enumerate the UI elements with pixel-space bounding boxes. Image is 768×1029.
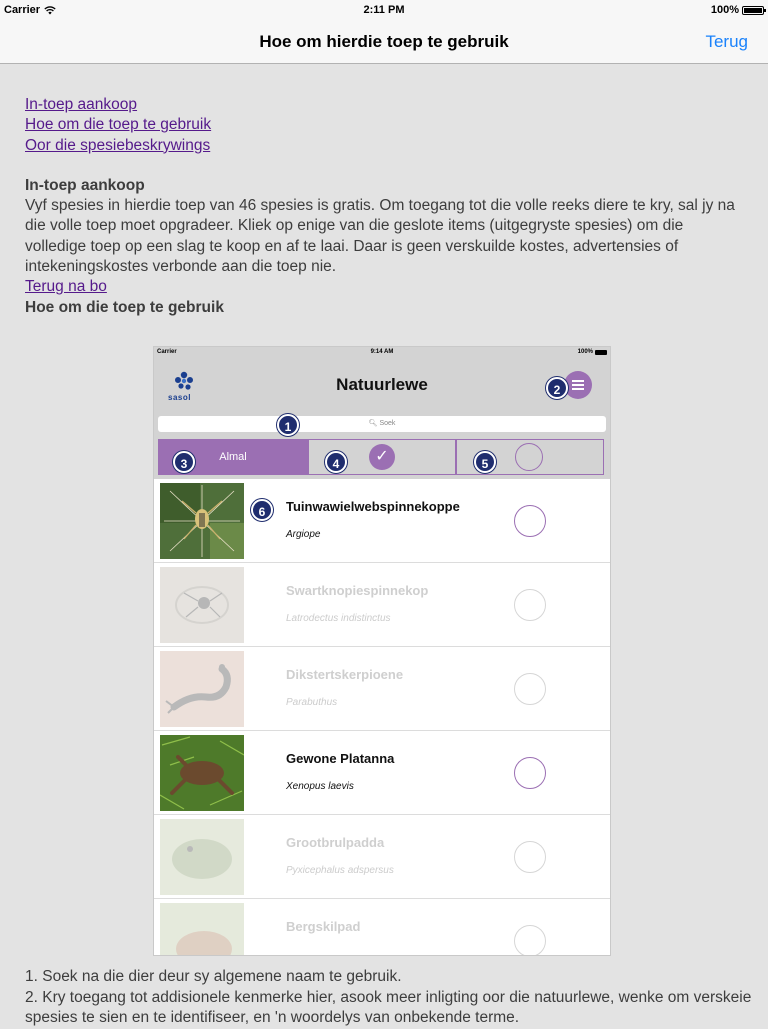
- screenshot-filter-bar: [154, 435, 610, 479]
- search-icon: 🔍︎: [368, 420, 378, 427]
- callout-badge-4: 4: [325, 451, 347, 473]
- link-in-app-purchase[interactable]: In-toep aankoop: [25, 96, 138, 113]
- sighting-circle-icon: [514, 757, 546, 789]
- screenshot-app-title: Natuurlewe: [336, 375, 428, 394]
- platanna-frog-photo: [160, 735, 244, 811]
- callout-badge-3: 3: [173, 451, 195, 473]
- tortoise-photo: [160, 903, 244, 956]
- back-to-top-link[interactable]: Terug na bo: [25, 278, 107, 296]
- species-row: [154, 815, 610, 899]
- callout-badge-1: 1: [277, 414, 299, 436]
- page-title: Hoe om hierdie toep te gebruik: [259, 32, 509, 51]
- instructions-list: [25, 967, 755, 1029]
- menu-icon: [564, 371, 592, 399]
- species-name: Tuinwawielwebspinnekoppe: [286, 499, 460, 514]
- species-row: [154, 563, 610, 647]
- bullfrog-photo: [160, 819, 244, 895]
- scorpion-photo: [160, 651, 244, 727]
- app-screenshot-illustration: [153, 346, 611, 956]
- callout-badge-6: 6: [251, 499, 273, 521]
- species-name: Grootbrulpadda: [286, 835, 385, 850]
- filter-all-label: Almal: [219, 451, 247, 463]
- species-scientific-name: Latrodectus indistinctus: [286, 613, 391, 624]
- sighting-circle-icon: [514, 673, 546, 705]
- status-time: 2:11 PM: [363, 4, 405, 16]
- section-heading-how-to: Hoe om die toep te gebruik: [25, 298, 224, 316]
- black-button-spider-photo: [160, 567, 244, 643]
- species-row: [154, 647, 610, 731]
- checkmark-icon: ✓: [369, 444, 395, 470]
- species-row: [154, 731, 610, 815]
- help-content: [25, 95, 745, 318]
- screenshot-search-field: [158, 416, 606, 432]
- screenshot-header: [154, 359, 610, 413]
- sighting-circle-icon: [514, 925, 546, 956]
- back-button[interactable]: Terug: [705, 32, 748, 51]
- spider-photo: [160, 483, 244, 559]
- screenshot-search-placeholder: Soek: [379, 420, 396, 427]
- species-name: Gewone Platanna: [286, 751, 395, 766]
- species-name: Swartknopiespinnekop: [286, 583, 429, 598]
- screenshot-search-bar: [154, 413, 610, 435]
- link-species-descriptions[interactable]: Oor die spesiebeskrywings: [25, 136, 211, 154]
- link-how-to-use[interactable]: Hoe om die toep te gebruik: [25, 116, 212, 134]
- empty-circle-icon: [515, 443, 543, 471]
- sighting-circle-icon: [514, 841, 546, 873]
- instruction-item: 1. Soek na die dier deur sy algemene naam te gebruik.: [25, 968, 402, 985]
- status-bar: [0, 0, 768, 20]
- species-scientific-name: Pyxicephalus adspersus: [286, 865, 394, 876]
- species-scientific-name: Xenopus laevis: [286, 781, 354, 792]
- battery-indicator: [711, 4, 764, 16]
- battery-icon: [742, 6, 764, 15]
- purchase-paragraph: Vyf spesies in hierdie toep van 46 spesies is gratis. Om toegang tot die volle reeks diere te kry, sal jy na die volle toep moet opgradeer. Kliek op enige van die geslote items (uitgegryste spesies) om die volledige toep op een slag te koop en af te laai. Daar is geen verskuilde kostes, advertensies of intekeningskostes verbonde aan die toep nie.: [25, 197, 735, 276]
- instruction-item: 2. Kry toegang tot addisionele kenmerke hier, asook meer inligting oor die natuurlewe, wenke om verskeie spesies te sien en te identifiseer, en 'n woordelys van onbekende terme.: [25, 988, 752, 1026]
- species-name: Bergskilpad: [286, 919, 361, 934]
- species-list: [154, 479, 610, 956]
- sighting-circle-icon: [514, 505, 546, 537]
- navigation-bar: [0, 20, 768, 64]
- battery-percent: 100%: [710, 4, 739, 16]
- screenshot-status-bar: [154, 347, 610, 359]
- carrier-label: Carrier: [4, 4, 41, 16]
- screenshot-battery: [578, 349, 607, 355]
- screenshot-battery-icon: [595, 350, 607, 355]
- screenshot-battery-percent: 100%: [577, 349, 593, 355]
- screenshot-time: 9:14 AM: [370, 349, 394, 355]
- species-name: Dikstertskerpioene: [286, 667, 404, 682]
- species-scientific-name: Argiope: [286, 529, 321, 540]
- sighting-circle-icon: [514, 589, 546, 621]
- screenshot-carrier: Carrier: [157, 349, 177, 355]
- section-heading-purchase: In-toep aankoop: [25, 176, 145, 194]
- callout-badge-2: 2: [546, 377, 568, 399]
- species-scientific-name: Parabuthus: [286, 697, 338, 708]
- species-row: [154, 899, 610, 956]
- sasol-logo-text: sasol: [168, 393, 191, 402]
- species-row: [154, 479, 610, 563]
- callout-badge-5: 5: [474, 451, 496, 473]
